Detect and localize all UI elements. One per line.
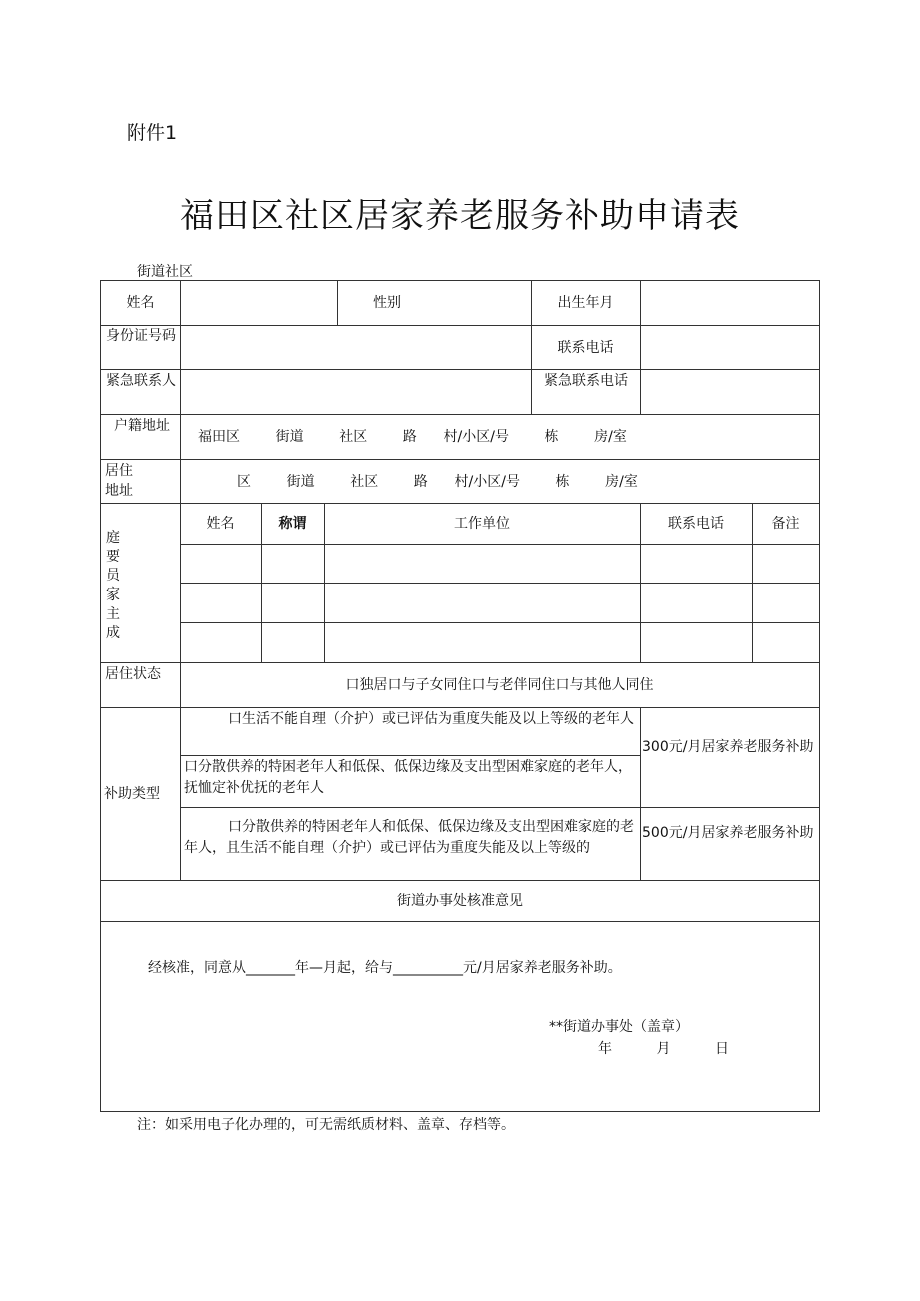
label-living-status: 居住状态: [105, 666, 161, 682]
approval-stamp: **街道办事处（盖章）: [549, 1019, 689, 1035]
subsidy-amount-500: 500元/月居家养老服务补助: [642, 825, 814, 841]
street-community-label: 街道社区: [137, 264, 193, 280]
approval-sentence[interactable]: 经核准，同意从_______年—月起，给与__________元/月居家养老服务补助。: [148, 960, 622, 976]
row-divider: [101, 880, 819, 881]
row-divider: [101, 662, 819, 663]
birth-input[interactable]: [641, 282, 818, 324]
family-members-side-label: 庭要员家主成: [106, 530, 120, 641]
approval-heading: 街道办事处核准意见: [397, 893, 523, 909]
approval-date: 年 月 日: [598, 1041, 730, 1057]
label-subsidy-type: 补助类型: [104, 786, 160, 802]
family-col-phone: 联系电话: [668, 516, 724, 532]
family-col-name: 姓名: [206, 516, 235, 532]
col-divider: [180, 707, 181, 880]
row-divider: [101, 459, 819, 460]
family-row[interactable]: [181, 545, 819, 582]
subsidy-amount-300: 300元/月居家养老服务补助: [642, 739, 814, 755]
page-title: 福田区社区居家养老服务补助申请表: [180, 196, 740, 236]
family-col-remark: 备注: [771, 516, 800, 532]
subsidy-option-1[interactable]: 口生活不能自理（介护）或已评估为重度失能及以上等级的老年人: [228, 711, 634, 727]
row-divider: [101, 707, 819, 708]
family-row[interactable]: [181, 623, 819, 661]
label-emergency-phone: 紧急联系电话: [544, 373, 628, 389]
label-phone: 联系电话: [557, 340, 614, 356]
annex-label: 附件1: [127, 122, 178, 144]
row-divider: [101, 414, 819, 415]
row-divider: [180, 755, 640, 756]
living-status-options[interactable]: 口独居口与子女同住口与老伴同住口与其他人同住: [345, 677, 654, 693]
phone-input[interactable]: [641, 326, 818, 368]
footnote: 注：如采用电子化办理的，可无需纸质材料、盖章、存档等。: [137, 1117, 515, 1133]
household-address-line[interactable]: 福田区 街道 社区 路 村/小区/号 栋 房/室: [198, 429, 627, 445]
label-id-number: 身份证号码: [106, 328, 176, 344]
family-col-workplace: 工作单位: [454, 516, 510, 532]
id-number-input[interactable]: [181, 326, 530, 368]
label-household-address: 户籍地址: [114, 418, 170, 434]
label-emergency-contact: 紧急联系人: [106, 373, 176, 389]
col-divider: [640, 707, 641, 880]
subsidy-option-2[interactable]: 口分散供养的特困老年人和低保、低保边缘及支出型困难家庭的老年人，抚恤定补优抚的老年人: [184, 759, 632, 796]
family-col-relation: 称谓: [278, 516, 307, 532]
family-row[interactable]: [181, 584, 819, 621]
label-residence-address: 居住地址: [105, 463, 133, 499]
subsidy-option-3[interactable]: 口分散供养的特困老年人和低保、低保边缘及支出型困难家庭的老年人，且生活不能自理（介护）或已评估为重度失能及以上等级的: [184, 819, 634, 856]
gender-input[interactable]: [438, 282, 530, 324]
application-form: [100, 280, 820, 1112]
row-divider: [180, 807, 819, 808]
label-birth: 出生年月: [557, 295, 614, 311]
label-name: 姓名: [126, 295, 155, 311]
emergency-contact-input[interactable]: [181, 370, 530, 413]
label-gender: 性别: [373, 295, 401, 311]
residence-address-line[interactable]: 区 街道 社区 路 村/小区/号 栋 房/室: [237, 474, 638, 490]
row-divider: [101, 921, 819, 922]
name-input[interactable]: [181, 282, 336, 324]
emergency-phone-input[interactable]: [641, 370, 818, 413]
row-divider: [101, 503, 819, 504]
